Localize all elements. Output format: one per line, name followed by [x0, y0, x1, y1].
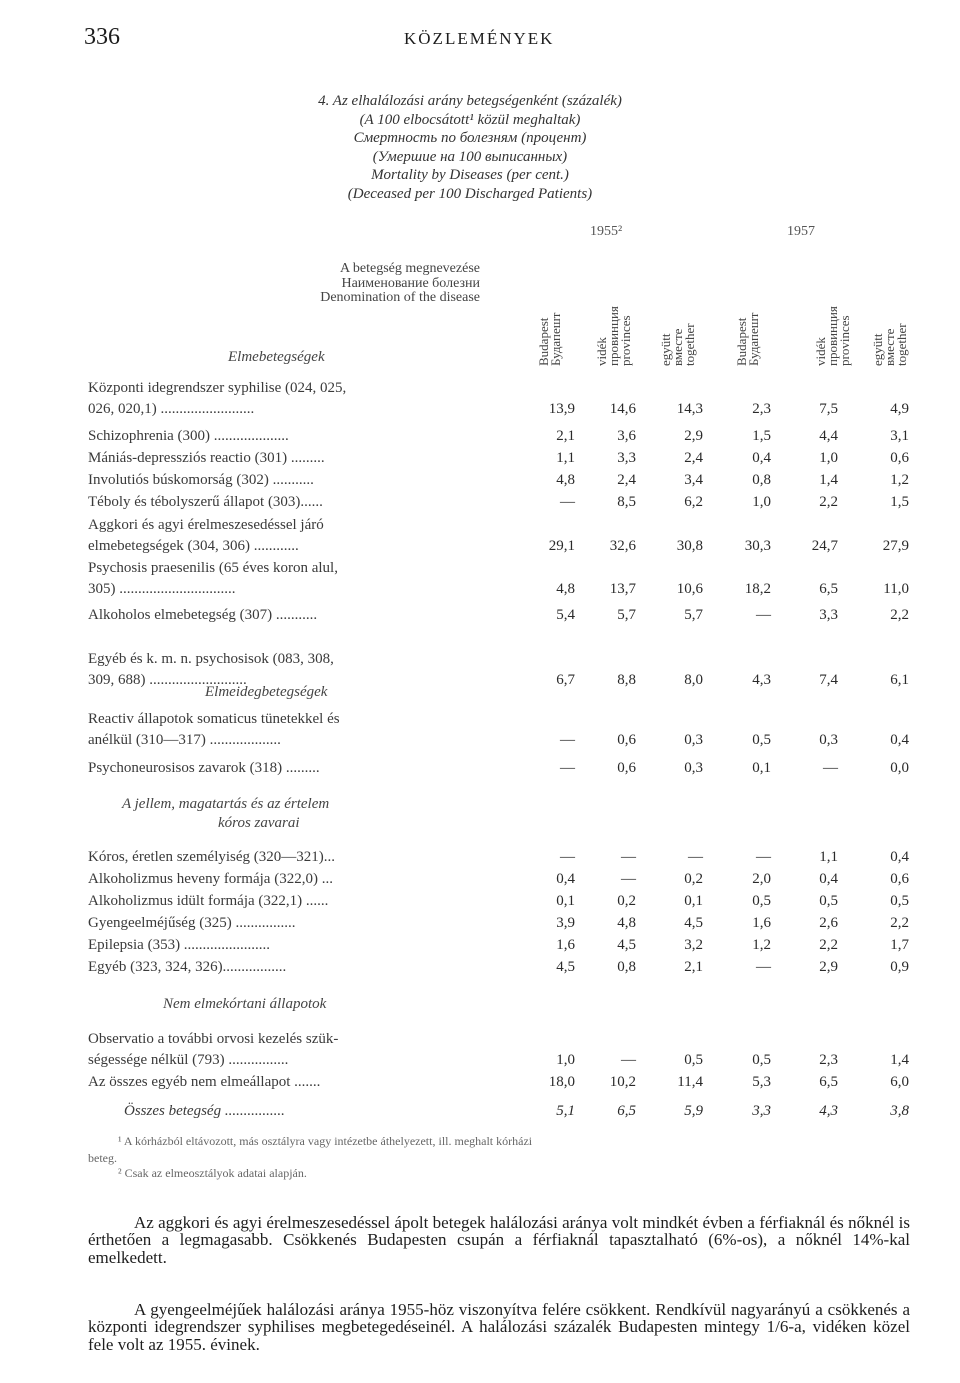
cell-value: 7,4 [819, 671, 838, 688]
cell-value: 1,5 [752, 428, 771, 444]
cell-value: 3,3 [819, 607, 838, 623]
head-desc-en: Denomination of the disease [320, 290, 480, 305]
running-head: KÖZLEMÉNYEK [404, 29, 555, 48]
col-head-text: együtt вместе together [658, 323, 697, 366]
cell-value: 4,8 [556, 472, 575, 488]
cell-value: 0,6 [617, 760, 636, 776]
col-head-1955-provinces [594, 256, 633, 366]
col-head-1957-together [870, 256, 909, 366]
row-label: Psychoneurosisos zavarok (318) ......... [88, 760, 320, 776]
cell-value: 3,8 [890, 1103, 909, 1119]
cell-value: 8,0 [684, 671, 703, 688]
cell-value: — [560, 760, 575, 776]
cell-value: 3,3 [617, 450, 636, 466]
page-number: 336 [84, 24, 120, 50]
col-head-1957-budapest [736, 256, 764, 366]
row-label: anélkül (310—317) ................... [88, 731, 281, 748]
cell-value: 14,3 [676, 400, 703, 417]
cell-value: 4,9 [890, 400, 909, 417]
row-label: Kóros, éretlen személyiség (320—321)... [88, 849, 336, 865]
cell-value: 2,0 [752, 871, 771, 887]
cell-value: 6,5 [617, 1103, 636, 1119]
cell-value: 4,8 [556, 580, 575, 597]
row-label: Összes betegség ................ [124, 1103, 285, 1119]
cell-value: 1,2 [752, 937, 771, 953]
caption-line: Mortality by Diseases (per cent.) [371, 167, 569, 183]
cell-value: 0,4 [556, 871, 575, 887]
section-heading: A jellem, magatartás és az értelem [122, 796, 330, 812]
row-label: Schizophrenia (300) .................... [88, 428, 289, 444]
cell-value: 0,2 [684, 871, 703, 887]
cell-value: 2,1 [556, 428, 575, 444]
cell-value: 3,3 [752, 1103, 771, 1119]
cell-value: 0,4 [890, 731, 909, 748]
cell-value: 0,5 [890, 893, 909, 909]
col-head-text: vidék провинция provinces [813, 306, 852, 366]
col-head-text: Budapest Будапешт [734, 312, 761, 366]
cell-value: 0,5 [752, 893, 771, 909]
row-label: Reactiv állapotok somaticus tünetekkel és [88, 711, 340, 727]
cell-value: 2,2 [890, 915, 909, 931]
row-label: Aggkori és agyi érelmeszesedéssel járó [88, 517, 324, 533]
section-heading: Elmebetegségek [228, 349, 325, 365]
row-label: Egyéb (323, 324, 326)................. [88, 959, 287, 975]
row-label: elmebetegségek (304, 306) ............ [88, 537, 299, 554]
cell-value: 29,1 [548, 537, 575, 554]
cell-value: 5,3 [752, 1074, 771, 1090]
cell-value: 27,9 [882, 537, 909, 554]
col-head-1957-provinces [813, 256, 852, 366]
cell-value: — [621, 871, 636, 887]
cell-value: 2,4 [617, 472, 636, 488]
cell-value: 10,2 [609, 1074, 636, 1090]
cell-value: 32,6 [609, 537, 636, 554]
section-heading: Elmeidegbetegségek [205, 684, 328, 700]
cell-value: 5,1 [556, 1103, 575, 1119]
row-label: Mániás-depressziós reactio (301) ......... [88, 450, 325, 466]
cell-value: 4,5 [617, 937, 636, 953]
cell-value: 0,3 [684, 760, 703, 776]
cell-value: 1,0 [556, 1051, 575, 1068]
row-label: 309, 688) .......................... [88, 671, 247, 688]
cell-value: — [756, 849, 771, 865]
cell-value: 0,1 [752, 760, 771, 776]
cell-value: 2,3 [752, 400, 771, 417]
caption-line: (A 100 elbocsátott¹ közül meghaltak) [359, 111, 581, 128]
cell-value: 13,7 [609, 580, 636, 597]
cell-value: 4,8 [617, 915, 636, 931]
footnote-2: ² Csak az elmeosztályok adatai alapján. [118, 1166, 307, 1180]
cell-value: 0,4 [752, 450, 771, 466]
cell-value: 0,4 [890, 849, 909, 865]
year-header-1957: 1957 [787, 224, 815, 239]
section-heading: Nem elmekórtani állapotok [163, 996, 327, 1012]
caption-line: (Deceased per 100 Discharged Patients) [347, 185, 593, 202]
table-caption [150, 92, 790, 203]
row-label: Téboly és tébolyszerű állapot (303)...... [88, 494, 323, 510]
row-label: Alkoholizmus idült formája (322,1) ...... [88, 893, 329, 909]
cell-value: 1,6 [556, 937, 575, 953]
head-desc-hu: A betegség megnevezése [340, 261, 480, 276]
cell-value: 2,2 [819, 937, 838, 953]
cell-value: 3,2 [684, 937, 703, 953]
row-label: Involutiós búskomorság (302) ........... [88, 472, 314, 488]
cell-value: 8,8 [617, 671, 636, 688]
row-label: Observatio a további orvosi kezelés szük- [88, 1031, 339, 1047]
row-label: Psychosis praesenilis (65 éves koron alul, [88, 560, 338, 576]
cell-value: — [823, 760, 838, 776]
cell-value: 5,7 [617, 607, 636, 623]
cell-value: 0,1 [556, 893, 575, 909]
cell-value: — [560, 494, 575, 510]
cell-value: 1,4 [819, 472, 838, 488]
cell-value: 1,5 [890, 494, 909, 510]
cell-value: 11,0 [883, 580, 909, 597]
cell-value: — [560, 731, 575, 748]
cell-value: 4,5 [684, 915, 703, 931]
section-heading: kóros zavarai [218, 815, 300, 831]
row-label: Központi idegrendszer syphilise (024, 025, [88, 380, 347, 396]
cell-value: 2,2 [890, 607, 909, 623]
row-label: Alkoholos elmebetegség (307) ........... [88, 607, 318, 623]
cell-value: — [621, 849, 636, 865]
cell-value: — [756, 959, 771, 975]
row-label: 026, 020,1) ......................... [88, 400, 255, 417]
footnote-1-cont: beteg. [88, 1151, 117, 1165]
cell-value: 6,5 [819, 1074, 838, 1090]
body-paragraph-1: Az aggkori és agyi érelmeszesedéssel ápolt betegek halálozási aránya volt mindkét évben a férfiaknál és nőknél is érthetően a legmagasabb. Csökkenés Budapesten csupán a férfiaknál tapasztalható (6%-os), a nőknél 14%-kal emelkedett. [88, 1213, 910, 1267]
cell-value: 6,1 [890, 671, 909, 688]
cell-value: 0,1 [684, 893, 703, 909]
cell-value: 3,6 [617, 428, 636, 444]
cell-value: 0,3 [819, 731, 838, 748]
cell-value: 6,5 [819, 580, 838, 597]
col-head-text: Budapest Будапешт [536, 312, 563, 366]
year-header-1955: 1955² [590, 224, 623, 239]
cell-value: 1,1 [819, 849, 838, 865]
row-label: Alkoholizmus heveny formája (322,0) ... [88, 871, 333, 887]
cell-value: 8,5 [617, 494, 636, 510]
cell-value: 2,9 [684, 428, 703, 444]
row-label: ségessége nélkül (793) ................ [88, 1051, 289, 1068]
cell-value: 1,6 [752, 915, 771, 931]
cell-value: 0,4 [819, 871, 838, 887]
cell-value: 11,4 [677, 1074, 703, 1090]
cell-value: 4,3 [819, 1103, 838, 1119]
cell-value: 5,9 [684, 1103, 703, 1119]
cell-value: 6,7 [556, 671, 575, 688]
cell-value: 14,6 [609, 400, 636, 417]
cell-value: 5,4 [556, 607, 575, 623]
cell-value: 3,9 [556, 915, 575, 931]
cell-value: — [560, 849, 575, 865]
col-head-text: együtt вместе together [870, 323, 909, 366]
col-head-1955-together [658, 256, 697, 366]
caption-line: Смертность по болезням (процент) [353, 130, 587, 146]
caption-line: 4. Az elhalálozási arány betegségenként (százalék) [318, 93, 622, 109]
col-head-1955-budapest [538, 256, 566, 366]
cell-value: 4,3 [752, 671, 771, 688]
cell-value: 0,0 [890, 760, 909, 776]
cell-value: 10,6 [676, 580, 703, 597]
cell-value: 1,4 [890, 1051, 909, 1068]
cell-value: 2,1 [684, 959, 703, 975]
column-head-disease [140, 262, 480, 306]
row-label: Epilepsia (353) ....................... [88, 937, 271, 953]
cell-value: 2,2 [819, 494, 838, 510]
cell-value: 30,8 [676, 537, 703, 554]
cell-value: 2,6 [819, 915, 838, 931]
cell-value: 0,8 [752, 472, 771, 488]
cell-value: 0,9 [890, 959, 909, 975]
col-head-text: vidék провинция provinces [594, 306, 633, 366]
cell-value: 13,9 [548, 400, 575, 417]
cell-value: 0,5 [819, 893, 838, 909]
cell-value: 6,0 [890, 1074, 909, 1090]
cell-value: 18,0 [548, 1074, 575, 1090]
footnote-1: ¹ A kórházból eltávozott, más osztályra vagy intézetbe áthelyezett, ill. meghalt kórházi [118, 1134, 533, 1148]
caption-line: (Умершие на 100 выписанных) [372, 148, 568, 165]
cell-value: 24,7 [811, 537, 838, 554]
row-label: Az összes egyéb nem elmeállapot ....... [88, 1074, 321, 1090]
row-label: Gyengeelméjűség (325) ................ [88, 915, 296, 931]
cell-value: 1,0 [752, 494, 771, 510]
row-label: Egyéb és k. m. n. psychosisok (083, 308, [88, 651, 334, 667]
cell-value: 2,9 [819, 959, 838, 975]
cell-value: 2,3 [819, 1051, 838, 1068]
cell-value: 30,3 [744, 537, 771, 554]
cell-value: 1,1 [556, 450, 575, 466]
cell-value: — [621, 1051, 636, 1068]
row-label: 305) ............................... [88, 580, 236, 597]
cell-value: 3,4 [684, 472, 703, 488]
cell-value: — [688, 849, 703, 865]
cell-value: 0,6 [617, 731, 636, 748]
body-paragraph-2: A gyengeelméjűek halálozási aránya 1955-höz viszonyítva felére csökkent. Rendkívül nagyarányú a csökkenés a központi idegrendszer syphilises megbetegedéseinél. A halálozási százalék Budapesten mintegy 1/6-a, vidéken közel fele volt az 1955. évinek. [88, 1300, 910, 1354]
cell-value: 6,2 [684, 494, 703, 510]
cell-value: 7,5 [819, 400, 838, 417]
cell-value: 4,4 [819, 428, 838, 444]
cell-value: 0,6 [890, 450, 909, 466]
cell-value: 18,2 [744, 580, 771, 597]
cell-value: 1,7 [890, 937, 909, 953]
cell-value: 1,0 [819, 450, 838, 466]
cell-value: 0,8 [617, 959, 636, 975]
cell-value: 0,6 [890, 871, 909, 887]
cell-value: 0,2 [617, 893, 636, 909]
cell-value: 2,4 [684, 450, 703, 466]
cell-value: 0,3 [684, 731, 703, 748]
cell-value: 5,7 [684, 607, 703, 623]
cell-value: — [756, 607, 771, 623]
cell-value: 0,5 [684, 1051, 703, 1068]
cell-value: 0,5 [752, 1051, 771, 1068]
cell-value: 3,1 [890, 428, 909, 444]
cell-value: 4,5 [556, 959, 575, 975]
head-desc-ru: Наименование болезни [341, 275, 480, 291]
cell-value: 0,5 [752, 731, 771, 748]
cell-value: 1,2 [890, 472, 909, 488]
